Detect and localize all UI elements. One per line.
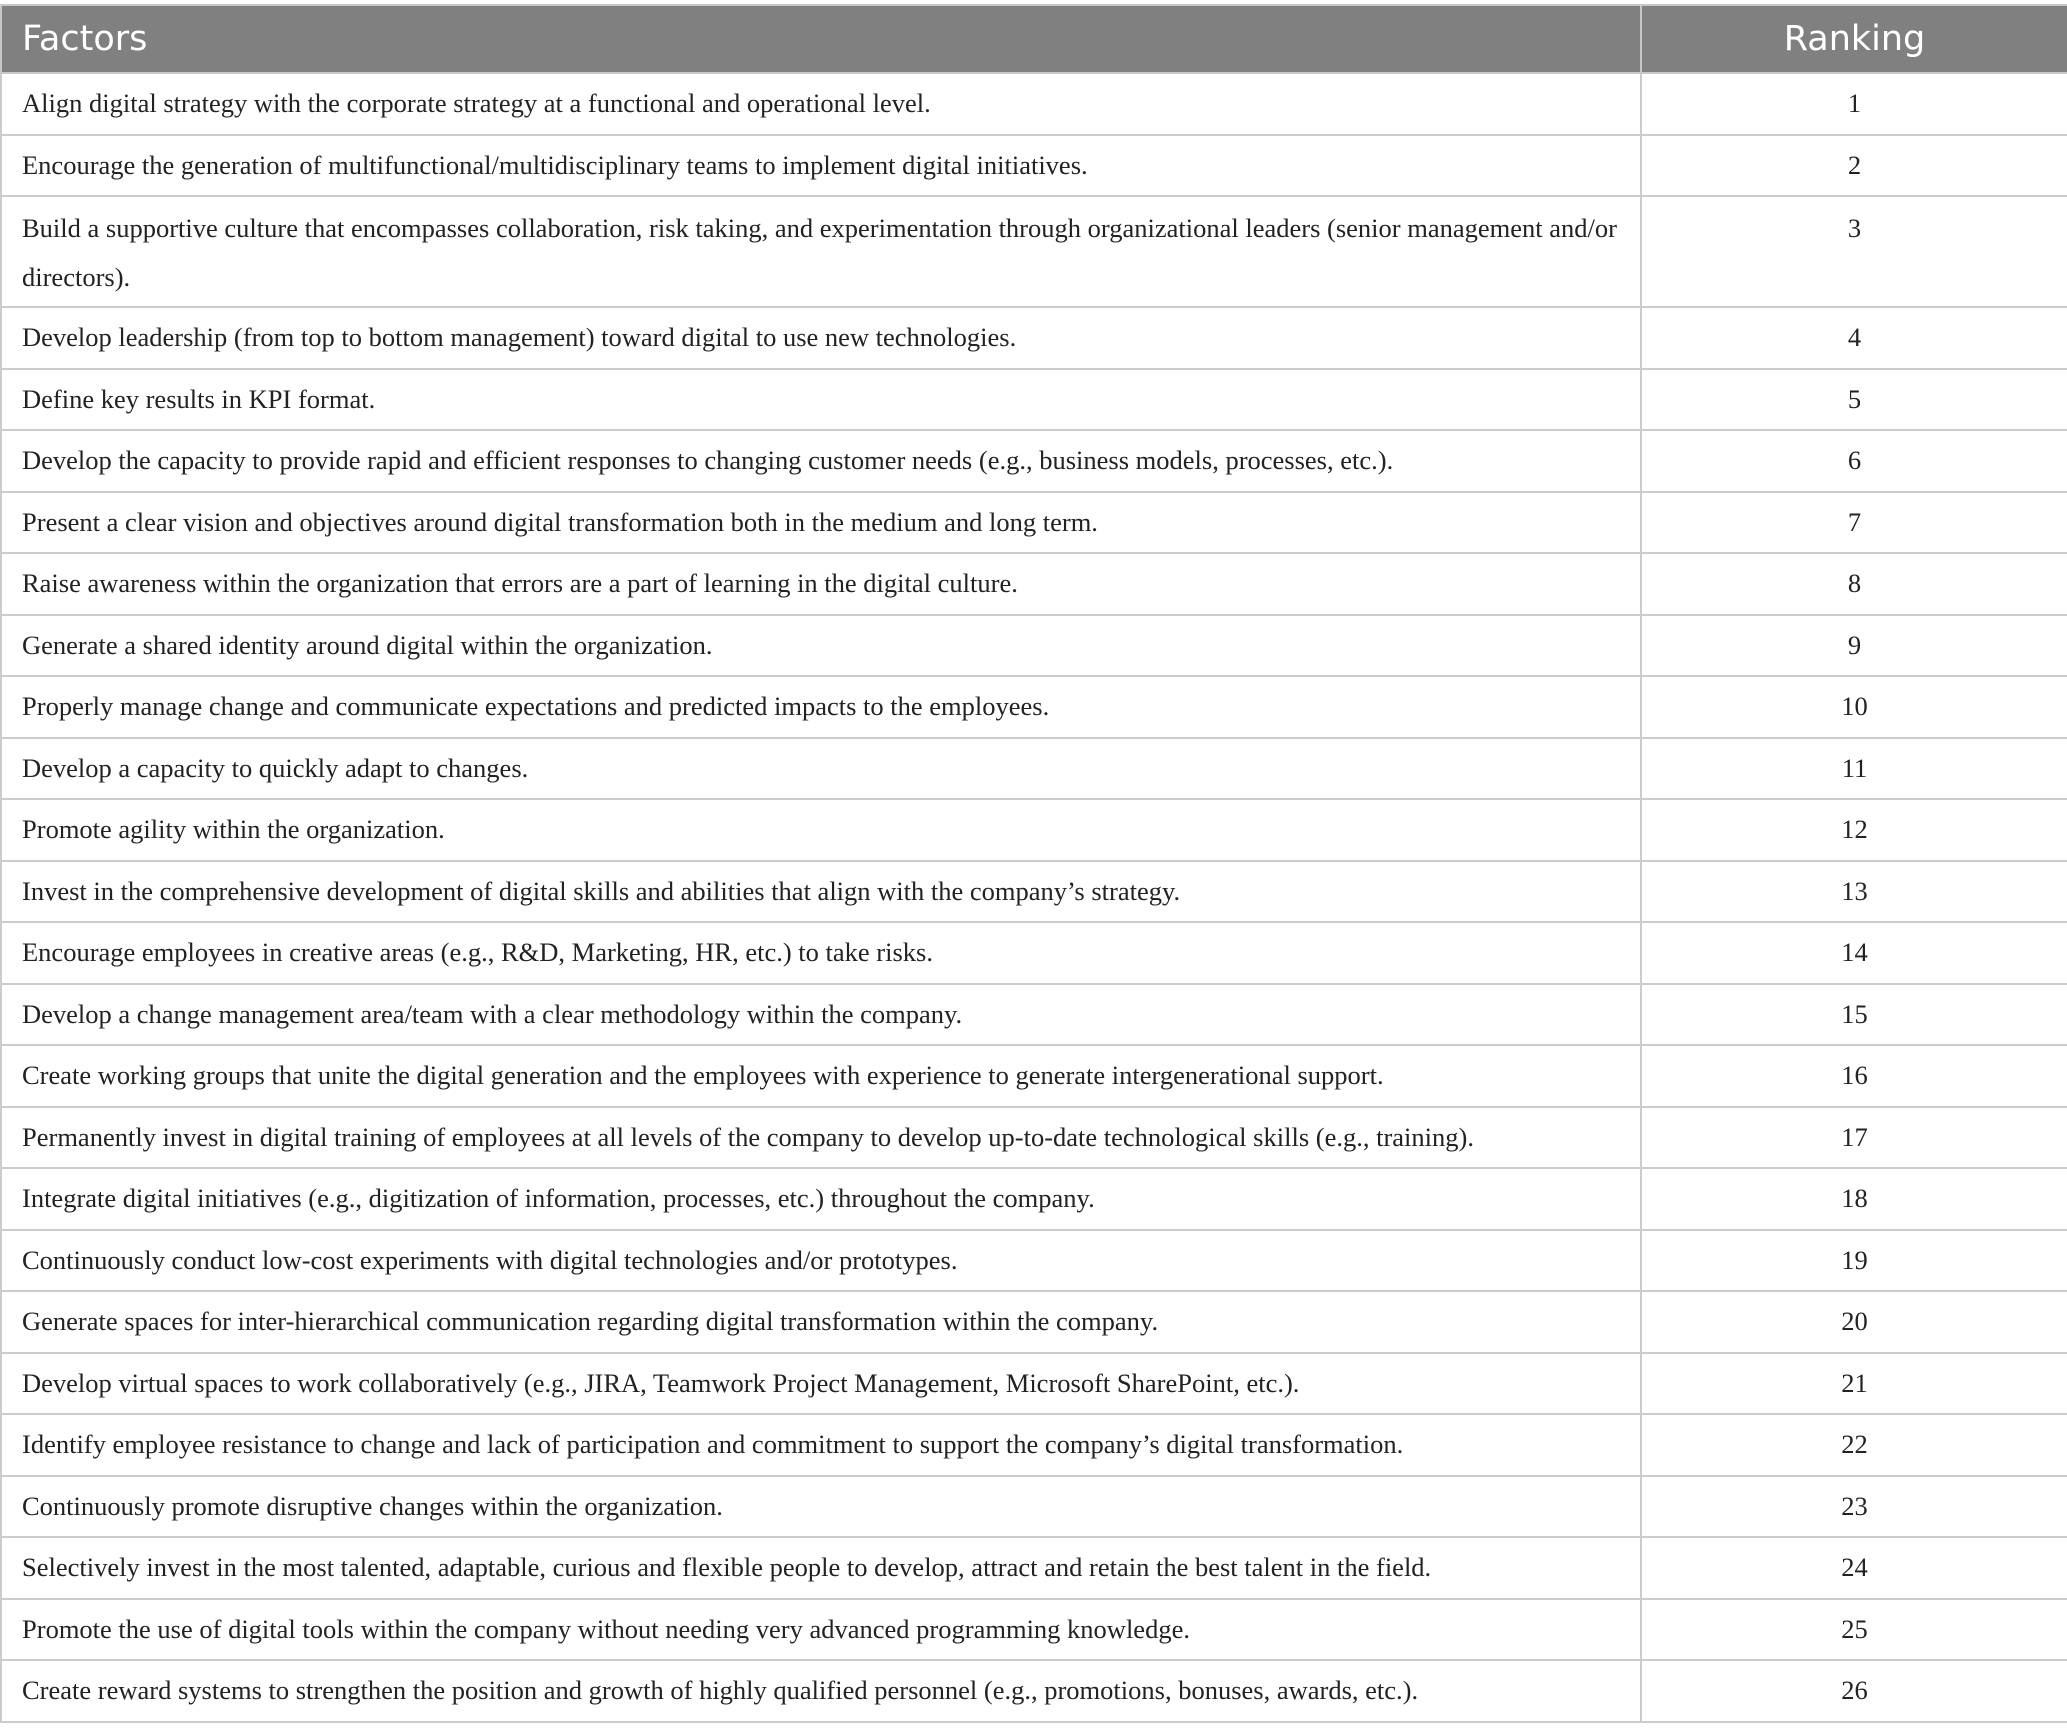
table-row <box>1 1045 2067 1107</box>
ranking-cell: 1 <box>1641 73 2067 135</box>
ranking-cell: 2 <box>1641 135 2067 197</box>
table-row <box>1 738 2067 800</box>
factor-cell: Generate a shared identity around digital within the organization. <box>1 615 1641 677</box>
factor-cell: Identify employee resistance to change and lack of participation and commitment to support the company’s digital transformation. <box>1 1414 1641 1476</box>
factor-cell: Encourage the generation of multifunctional/multidisciplinary teams to implement digital initiatives. <box>1 135 1641 197</box>
ranking-cell: 24 <box>1641 1537 2067 1599</box>
ranking-cell: 19 <box>1641 1230 2067 1292</box>
factor-cell: Align digital strategy with the corporate strategy at a functional and operational level. <box>1 73 1641 135</box>
table-row <box>1 73 2067 135</box>
table-row <box>1 1230 2067 1292</box>
header-factors: Factors <box>1 5 1641 73</box>
factor-cell: Permanently invest in digital training of employees at all levels of the company to develop up-to-date technological skills (e.g., training). <box>1 1107 1641 1169</box>
factor-cell: Continuously promote disruptive changes within the organization. <box>1 1476 1641 1538</box>
factor-cell: Continuously conduct low-cost experiments with digital technologies and/or prototypes. <box>1 1230 1641 1292</box>
ranking-cell: 5 <box>1641 369 2067 431</box>
ranking-cell: 12 <box>1641 799 2067 861</box>
ranking-cell: 6 <box>1641 430 2067 492</box>
table-row <box>1 196 2067 307</box>
table-row <box>1 861 2067 923</box>
ranking-cell: 20 <box>1641 1291 2067 1353</box>
ranking-cell: 14 <box>1641 922 2067 984</box>
factor-cell: Develop virtual spaces to work collaboratively (e.g., JIRA, Teamwork Project Management, Microsoft SharePoint, etc.). <box>1 1353 1641 1415</box>
table-row <box>1 307 2067 369</box>
header-ranking: Ranking <box>1641 5 2067 73</box>
factor-cell: Develop leadership (from top to bottom management) toward digital to use new technologies. <box>1 307 1641 369</box>
factor-cell: Create reward systems to strengthen the position and growth of highly qualified personnel (e.g., promotions, bonuses, awards, etc.). <box>1 1660 1641 1722</box>
table-row <box>1 553 2067 615</box>
ranking-cell: 21 <box>1641 1353 2067 1415</box>
ranking-cell: 9 <box>1641 615 2067 677</box>
ranking-cell: 16 <box>1641 1045 2067 1107</box>
table-row <box>1 922 2067 984</box>
factor-cell: Selectively invest in the most talented, adaptable, curious and flexible people to develop, attract and retain the best talent in the field. <box>1 1537 1641 1599</box>
ranking-cell: 10 <box>1641 676 2067 738</box>
ranking-cell: 25 <box>1641 1599 2067 1661</box>
factors-ranking-table-container <box>0 4 2067 1723</box>
factor-cell: Present a clear vision and objectives around digital transformation both in the medium and long term. <box>1 492 1641 554</box>
table-row <box>1 135 2067 197</box>
table-row <box>1 1107 2067 1169</box>
factor-cell: Generate spaces for inter-hierarchical communication regarding digital transformation within the company. <box>1 1291 1641 1353</box>
ranking-cell: 17 <box>1641 1107 2067 1169</box>
factor-cell: Encourage employees in creative areas (e.g., R&D, Marketing, HR, etc.) to take risks. <box>1 922 1641 984</box>
factor-cell: Develop the capacity to provide rapid and efficient responses to changing customer needs (e.g., business models, processes, etc.). <box>1 430 1641 492</box>
ranking-cell: 8 <box>1641 553 2067 615</box>
factor-cell: Develop a change management area/team with a clear methodology within the company. <box>1 984 1641 1046</box>
table-row <box>1 799 2067 861</box>
ranking-cell: 4 <box>1641 307 2067 369</box>
factor-cell: Build a supportive culture that encompasses collaboration, risk taking, and experimentation through organizational leaders (senior management and/or directors). <box>1 196 1641 307</box>
ranking-cell: 3 <box>1641 196 2067 307</box>
table-row <box>1 1414 2067 1476</box>
table-row <box>1 1168 2067 1230</box>
ranking-cell: 23 <box>1641 1476 2067 1538</box>
factor-cell: Raise awareness within the organization that errors are a part of learning in the digital culture. <box>1 553 1641 615</box>
table-row <box>1 1291 2067 1353</box>
factor-cell: Define key results in KPI format. <box>1 369 1641 431</box>
factor-cell: Promote agility within the organization. <box>1 799 1641 861</box>
table-row <box>1 1599 2067 1661</box>
factor-cell: Invest in the comprehensive development of digital skills and abilities that align with the company’s strategy. <box>1 861 1641 923</box>
ranking-cell: 13 <box>1641 861 2067 923</box>
factor-cell: Create working groups that unite the digital generation and the employees with experience to generate intergenerational support. <box>1 1045 1641 1107</box>
table-row <box>1 1660 2067 1722</box>
factor-cell: Promote the use of digital tools within the company without needing very advanced programming knowledge. <box>1 1599 1641 1661</box>
ranking-cell: 26 <box>1641 1660 2067 1722</box>
table-row <box>1 676 2067 738</box>
table-row <box>1 1476 2067 1538</box>
table-row <box>1 430 2067 492</box>
table-row <box>1 492 2067 554</box>
ranking-cell: 11 <box>1641 738 2067 800</box>
factor-cell: Develop a capacity to quickly adapt to changes. <box>1 738 1641 800</box>
factors-ranking-table <box>0 4 2067 1723</box>
factor-cell: Properly manage change and communicate expectations and predicted impacts to the employees. <box>1 676 1641 738</box>
factor-cell: Integrate digital initiatives (e.g., digitization of information, processes, etc.) throughout the company. <box>1 1168 1641 1230</box>
ranking-cell: 15 <box>1641 984 2067 1046</box>
table-body <box>1 73 2067 1722</box>
table-row <box>1 369 2067 431</box>
table-row <box>1 1353 2067 1415</box>
table-row <box>1 1537 2067 1599</box>
ranking-cell: 7 <box>1641 492 2067 554</box>
table-row <box>1 615 2067 677</box>
header-row <box>1 5 2067 73</box>
table-row <box>1 984 2067 1046</box>
ranking-cell: 18 <box>1641 1168 2067 1230</box>
ranking-cell: 22 <box>1641 1414 2067 1476</box>
table-header <box>1 5 2067 73</box>
